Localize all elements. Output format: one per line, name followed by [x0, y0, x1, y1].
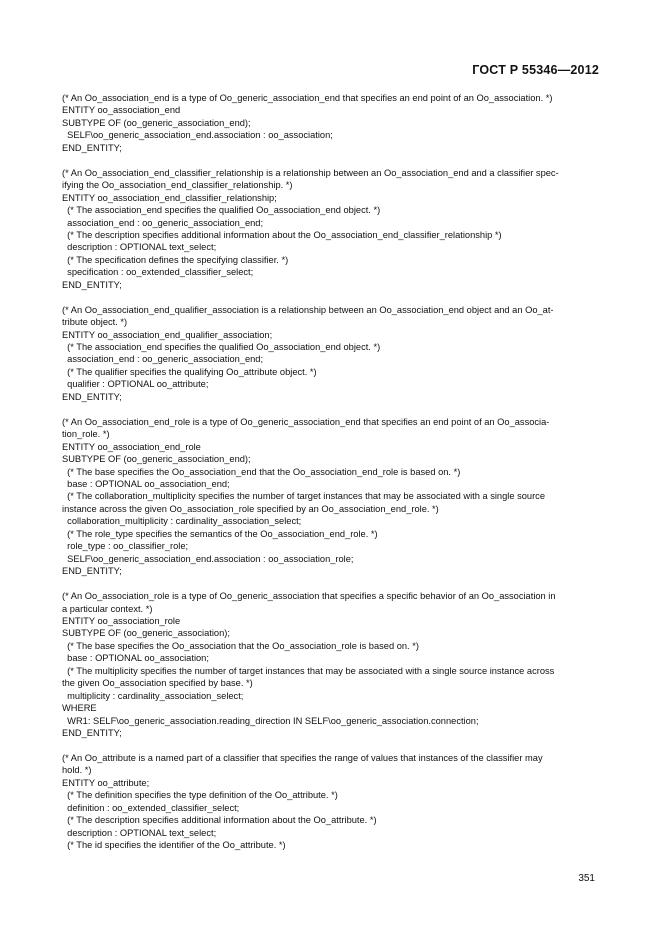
text-line: association_end : oo_generic_association_end; [62, 217, 264, 228]
text-line: base : OPTIONAL oo_association_end; [62, 479, 230, 489]
text-line: (* The description specifies additional information about the Oo_attribute. *) [62, 815, 377, 826]
text-line: hold. *) [62, 765, 92, 776]
document-header: ГОСТ Р 55346—2012 [472, 63, 599, 77]
text-line: WHERE [62, 703, 97, 714]
code-block [62, 304, 607, 404]
text-line: (* The multiplicity specifies the number of target instances that may be associated with a single source instance across [62, 665, 555, 676]
text-line: ENTITY oo_association_end [62, 105, 181, 116]
text-line: a particular context. *) [62, 603, 153, 614]
text-line: tribute object. *) [62, 317, 128, 328]
text-line: (* The description specifies additional information about the Oo_association_end_classifier_relationship *) [62, 229, 502, 240]
text-line: collaboration_multiplicity : cardinality_association_select; [62, 516, 302, 527]
text-line: (* The base specifies the Oo_association that the Oo_association_role is based on. *) [62, 640, 419, 651]
code-block [62, 92, 607, 154]
text-line: association_end : oo_generic_association_end; [62, 354, 264, 365]
text-line: ifying the Oo_association_end_classifier_relationship. *) [62, 180, 293, 191]
text-line: multiplicity : cardinality_association_select; [62, 690, 244, 701]
text-line: (* The association_end specifies the qualified Oo_association_end object. *) [62, 342, 381, 353]
text-line: SELF\oo_generic_association_end.association : oo_association_role; [62, 553, 354, 564]
text-line: SUBTYPE OF (oo_generic_association); [62, 628, 230, 639]
code-block [62, 590, 607, 739]
text-line: (* The specification defines the specifying classifier. *) [62, 254, 289, 265]
text-line: (* An Oo_association_end_classifier_relationship is a relationship between an Oo_association_end and a classifier spec- [62, 167, 559, 178]
text-line: (* The collaboration_multiplicity specifies the number of target instances that may be associated with a single source [62, 491, 545, 502]
text-line: (* An Oo_association_end is a type of Oo_generic_association_end that specifies an end point of an Oo_association. *) [62, 93, 553, 103]
text-line: (* The definition specifies the type definition of the Oo_attribute. *) [62, 790, 338, 801]
text-line: (* The qualifier specifies the qualifying Oo_attribute object. *) [62, 366, 317, 377]
text-line: SUBTYPE OF (oo_generic_association_end); [62, 117, 251, 128]
text-line: ENTITY oo_association_end_qualifier_association; [62, 329, 273, 340]
text-line: (* The role_type specifies the semantics of the Oo_association_end_role. *) [62, 528, 378, 539]
text-line: END_ENTITY; [62, 391, 122, 402]
text-line: END_ENTITY; [62, 279, 122, 290]
code-block [62, 167, 607, 292]
text-line: qualifier : OPTIONAL oo_attribute; [62, 379, 209, 390]
text-line: ENTITY oo_attribute; [62, 777, 150, 788]
text-line: ENTITY oo_association_role [62, 615, 181, 626]
code-block [62, 416, 607, 578]
text-line: instance across the given Oo_association_role specified by an Oo_association_end_role. *) [62, 503, 439, 514]
text-line: ENTITY oo_association_end_classifier_relationship; [62, 192, 277, 203]
text-line: (* An Oo_attribute is a named part of a classifier that specifies the range of values that instances of the classifier may [62, 752, 543, 763]
text-line: (* An Oo_association_end_qualifier_association is a relationship between an Oo_association_end object and an Oo_at- [62, 304, 554, 315]
text-line: END_ENTITY; [62, 142, 122, 153]
text-line: (* An Oo_association_role is a type of Oo_generic_association that specifies a specific behavior of an Oo_association in [62, 591, 556, 602]
text-line: description : OPTIONAL text_select; [62, 827, 217, 838]
text-line: (* The association_end specifies the qualified Oo_association_end object. *) [62, 205, 381, 216]
text-line: WR1: SELF\oo_generic_association.reading_direction IN SELF\oo_generic_association.connection; [62, 715, 479, 726]
text-line: role_type : oo_classifier_role; [62, 541, 189, 552]
text-line: ENTITY oo_association_end_role [62, 441, 201, 452]
text-line: the given Oo_association specified by base. *) [62, 678, 253, 689]
text-line: SELF\oo_generic_association_end.association : oo_association; [62, 130, 333, 141]
text-line: END_ENTITY; [62, 566, 122, 577]
page-number: 351 [578, 873, 595, 884]
text-line: END_ENTITY; [62, 728, 122, 739]
text-line: (* The base specifies the Oo_association_end that the Oo_association_end_role is based on. *) [62, 466, 461, 477]
text-line: definition : oo_extended_classifier_select; [62, 802, 240, 813]
text-line: (* An Oo_association_end_role is a type of Oo_generic_association_end that specifies an end point of an Oo_associa- [62, 416, 550, 427]
document-body [62, 92, 607, 864]
text-line: tion_role. *) [62, 429, 110, 440]
text-line: specification : oo_extended_classifier_select; [62, 267, 254, 278]
text-line: base : OPTIONAL oo_association; [62, 653, 209, 664]
text-line: (* The id specifies the identifier of the Oo_attribute. *) [62, 840, 286, 851]
text-line: SUBTYPE OF (oo_generic_association_end); [62, 454, 251, 465]
text-line: description : OPTIONAL text_select; [62, 242, 217, 253]
code-block [62, 752, 607, 852]
